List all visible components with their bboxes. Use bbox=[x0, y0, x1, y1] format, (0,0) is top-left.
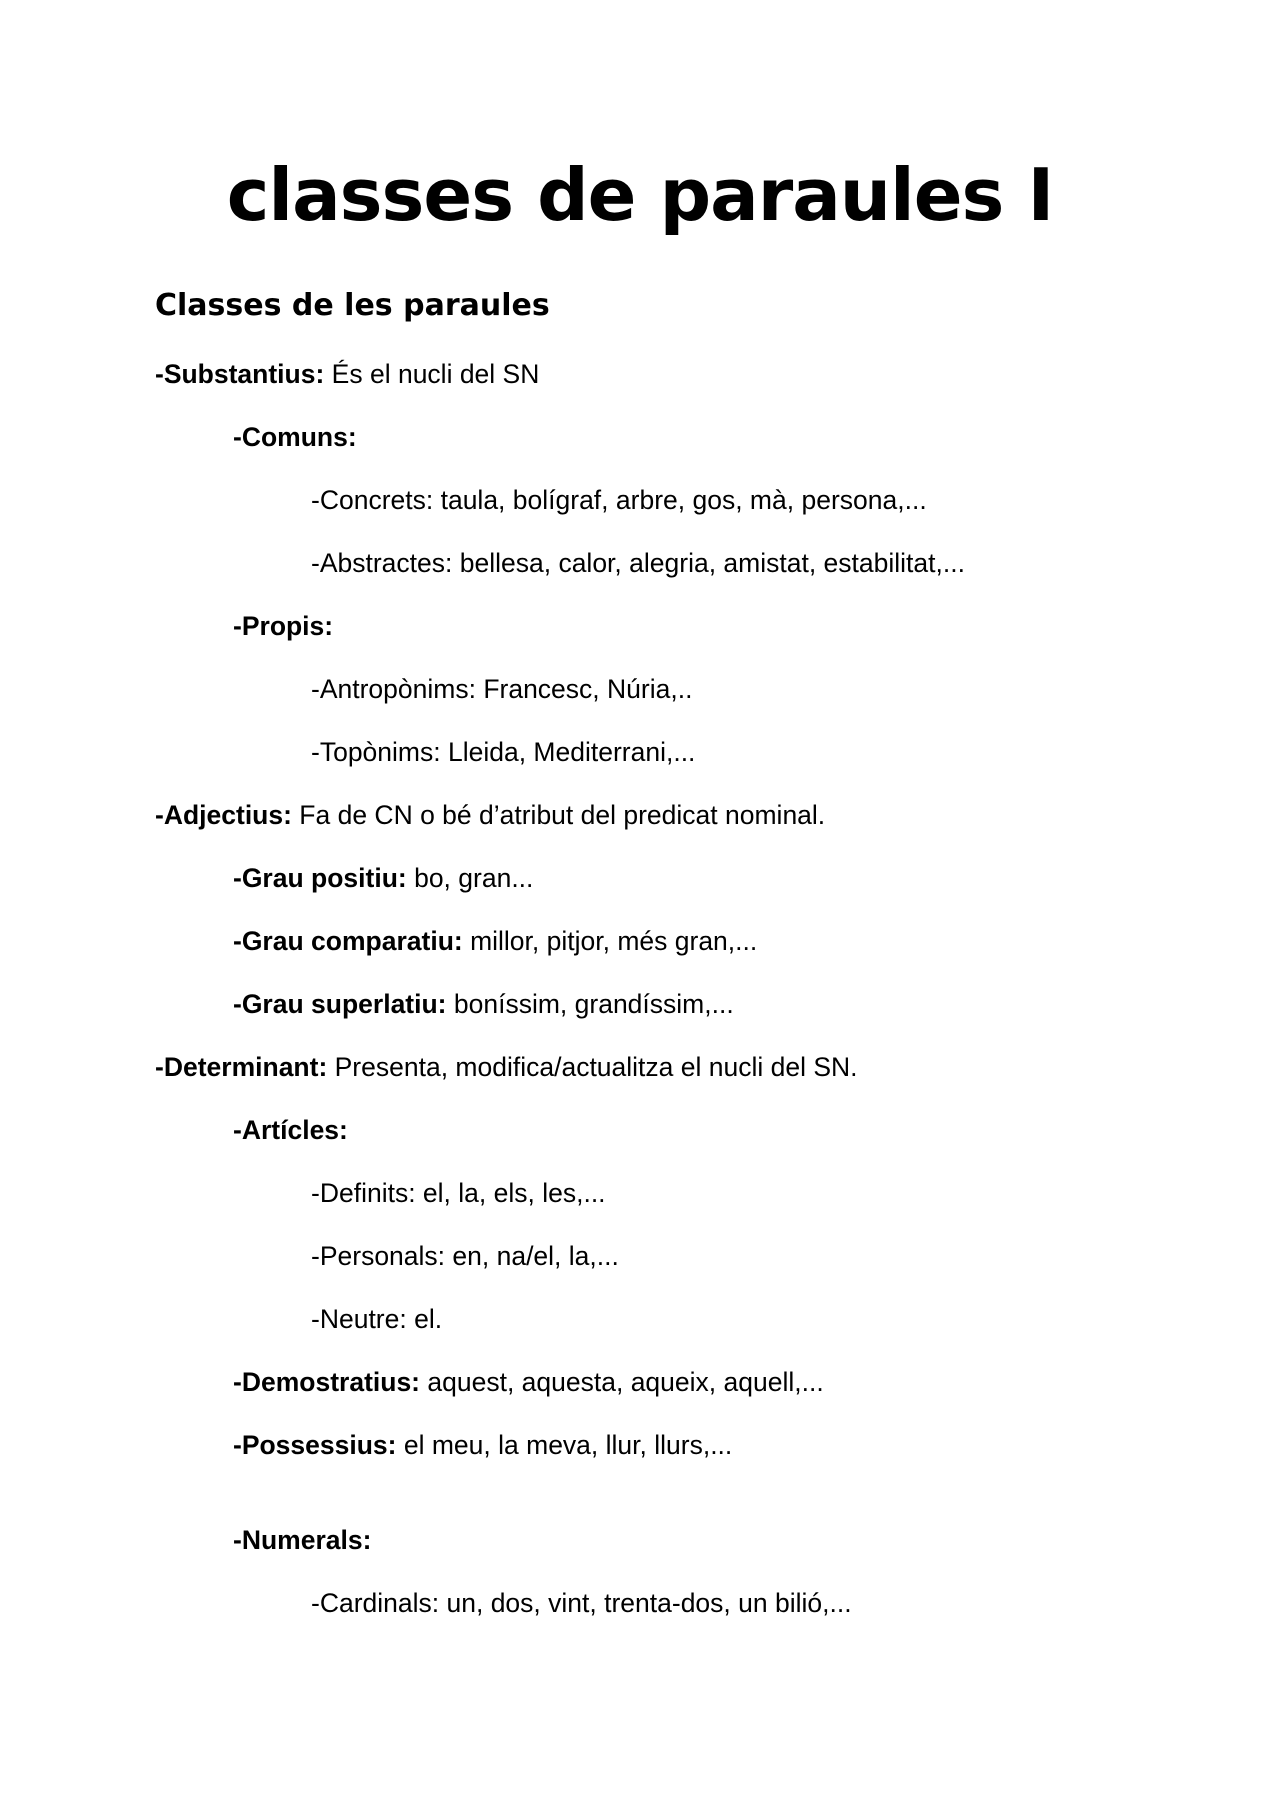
entry-grau-comparatiu bbox=[233, 923, 757, 959]
term-possessius: -Possessius: bbox=[233, 1430, 397, 1460]
entry-demostratius bbox=[233, 1364, 824, 1400]
text-neutre: -Neutre: el. bbox=[311, 1304, 443, 1334]
entry-antroponims bbox=[311, 671, 692, 707]
entry-articles bbox=[233, 1112, 348, 1148]
entry-abstractes bbox=[311, 545, 965, 581]
term-adjectius: -Adjectius: bbox=[155, 800, 292, 830]
section-heading: Classes de les paraules bbox=[155, 288, 550, 323]
text-concrets: -Concrets: taula, bolígraf, arbre, gos, mà, persona,... bbox=[311, 485, 927, 515]
text-toponims: -Topònims: Lleida, Mediterrani,... bbox=[311, 737, 696, 767]
term-numerals: -Numerals: bbox=[233, 1525, 372, 1555]
entry-grau-positiu bbox=[233, 860, 533, 896]
text-definits: -Definits: el, la, els, les,... bbox=[311, 1178, 606, 1208]
term-propis: -Propis: bbox=[233, 611, 334, 641]
definition-substantius: És el nucli del SN bbox=[324, 359, 540, 389]
entry-neutre bbox=[311, 1301, 442, 1337]
entry-cardinals bbox=[311, 1585, 852, 1621]
entry-possessius bbox=[233, 1427, 732, 1463]
entry-propis bbox=[233, 608, 333, 644]
entry-concrets bbox=[311, 482, 927, 518]
definition-demostratius: aquest, aquesta, aqueix, aquell,... bbox=[420, 1367, 824, 1397]
definition-grau-positiu: bo, gran... bbox=[406, 863, 534, 893]
entry-toponims bbox=[311, 734, 695, 770]
term-comuns: -Comuns: bbox=[233, 422, 357, 452]
text-personals: -Personals: en, na/el, la,... bbox=[311, 1241, 619, 1271]
term-grau-superlatiu: -Grau superlatiu: bbox=[233, 989, 447, 1019]
entry-definits bbox=[311, 1175, 606, 1211]
definition-grau-superlatiu: boníssim, grandíssim,... bbox=[446, 989, 734, 1019]
entry-personals bbox=[311, 1238, 619, 1274]
text-antroponims: -Antropònims: Francesc, Núria,.. bbox=[311, 674, 693, 704]
text-cardinals: -Cardinals: un, dos, vint, trenta-dos, un bilió,... bbox=[311, 1588, 852, 1618]
text-abstractes: -Abstractes: bellesa, calor, alegria, amistat, estabilitat,... bbox=[311, 548, 965, 578]
entry-numerals bbox=[233, 1522, 371, 1558]
term-articles: -Artícles: bbox=[233, 1115, 348, 1145]
definition-possessius: el meu, la meva, llur, llurs,... bbox=[396, 1430, 733, 1460]
entry-adjectius bbox=[155, 797, 825, 833]
definition-grau-comparatiu: millor, pitjor, més gran,... bbox=[462, 926, 758, 956]
term-determinant: -Determinant: bbox=[155, 1052, 328, 1082]
entry-comuns bbox=[233, 419, 357, 455]
page-title: classes de paraules I bbox=[226, 153, 1054, 237]
entry-determinant bbox=[155, 1049, 858, 1085]
term-grau-comparatiu: -Grau comparatiu: bbox=[233, 926, 463, 956]
term-grau-positiu: -Grau positiu: bbox=[233, 863, 407, 893]
entry-substantius bbox=[155, 356, 539, 392]
definition-determinant: Presenta, modifica/actualitza el nucli del SN. bbox=[327, 1052, 858, 1082]
entry-grau-superlatiu bbox=[233, 986, 734, 1022]
term-substantius: -Substantius: bbox=[155, 359, 325, 389]
term-demostratius: -Demostratius: bbox=[233, 1367, 421, 1397]
definition-adjectius: Fa de CN o bé d’atribut del predicat nominal. bbox=[291, 800, 826, 830]
